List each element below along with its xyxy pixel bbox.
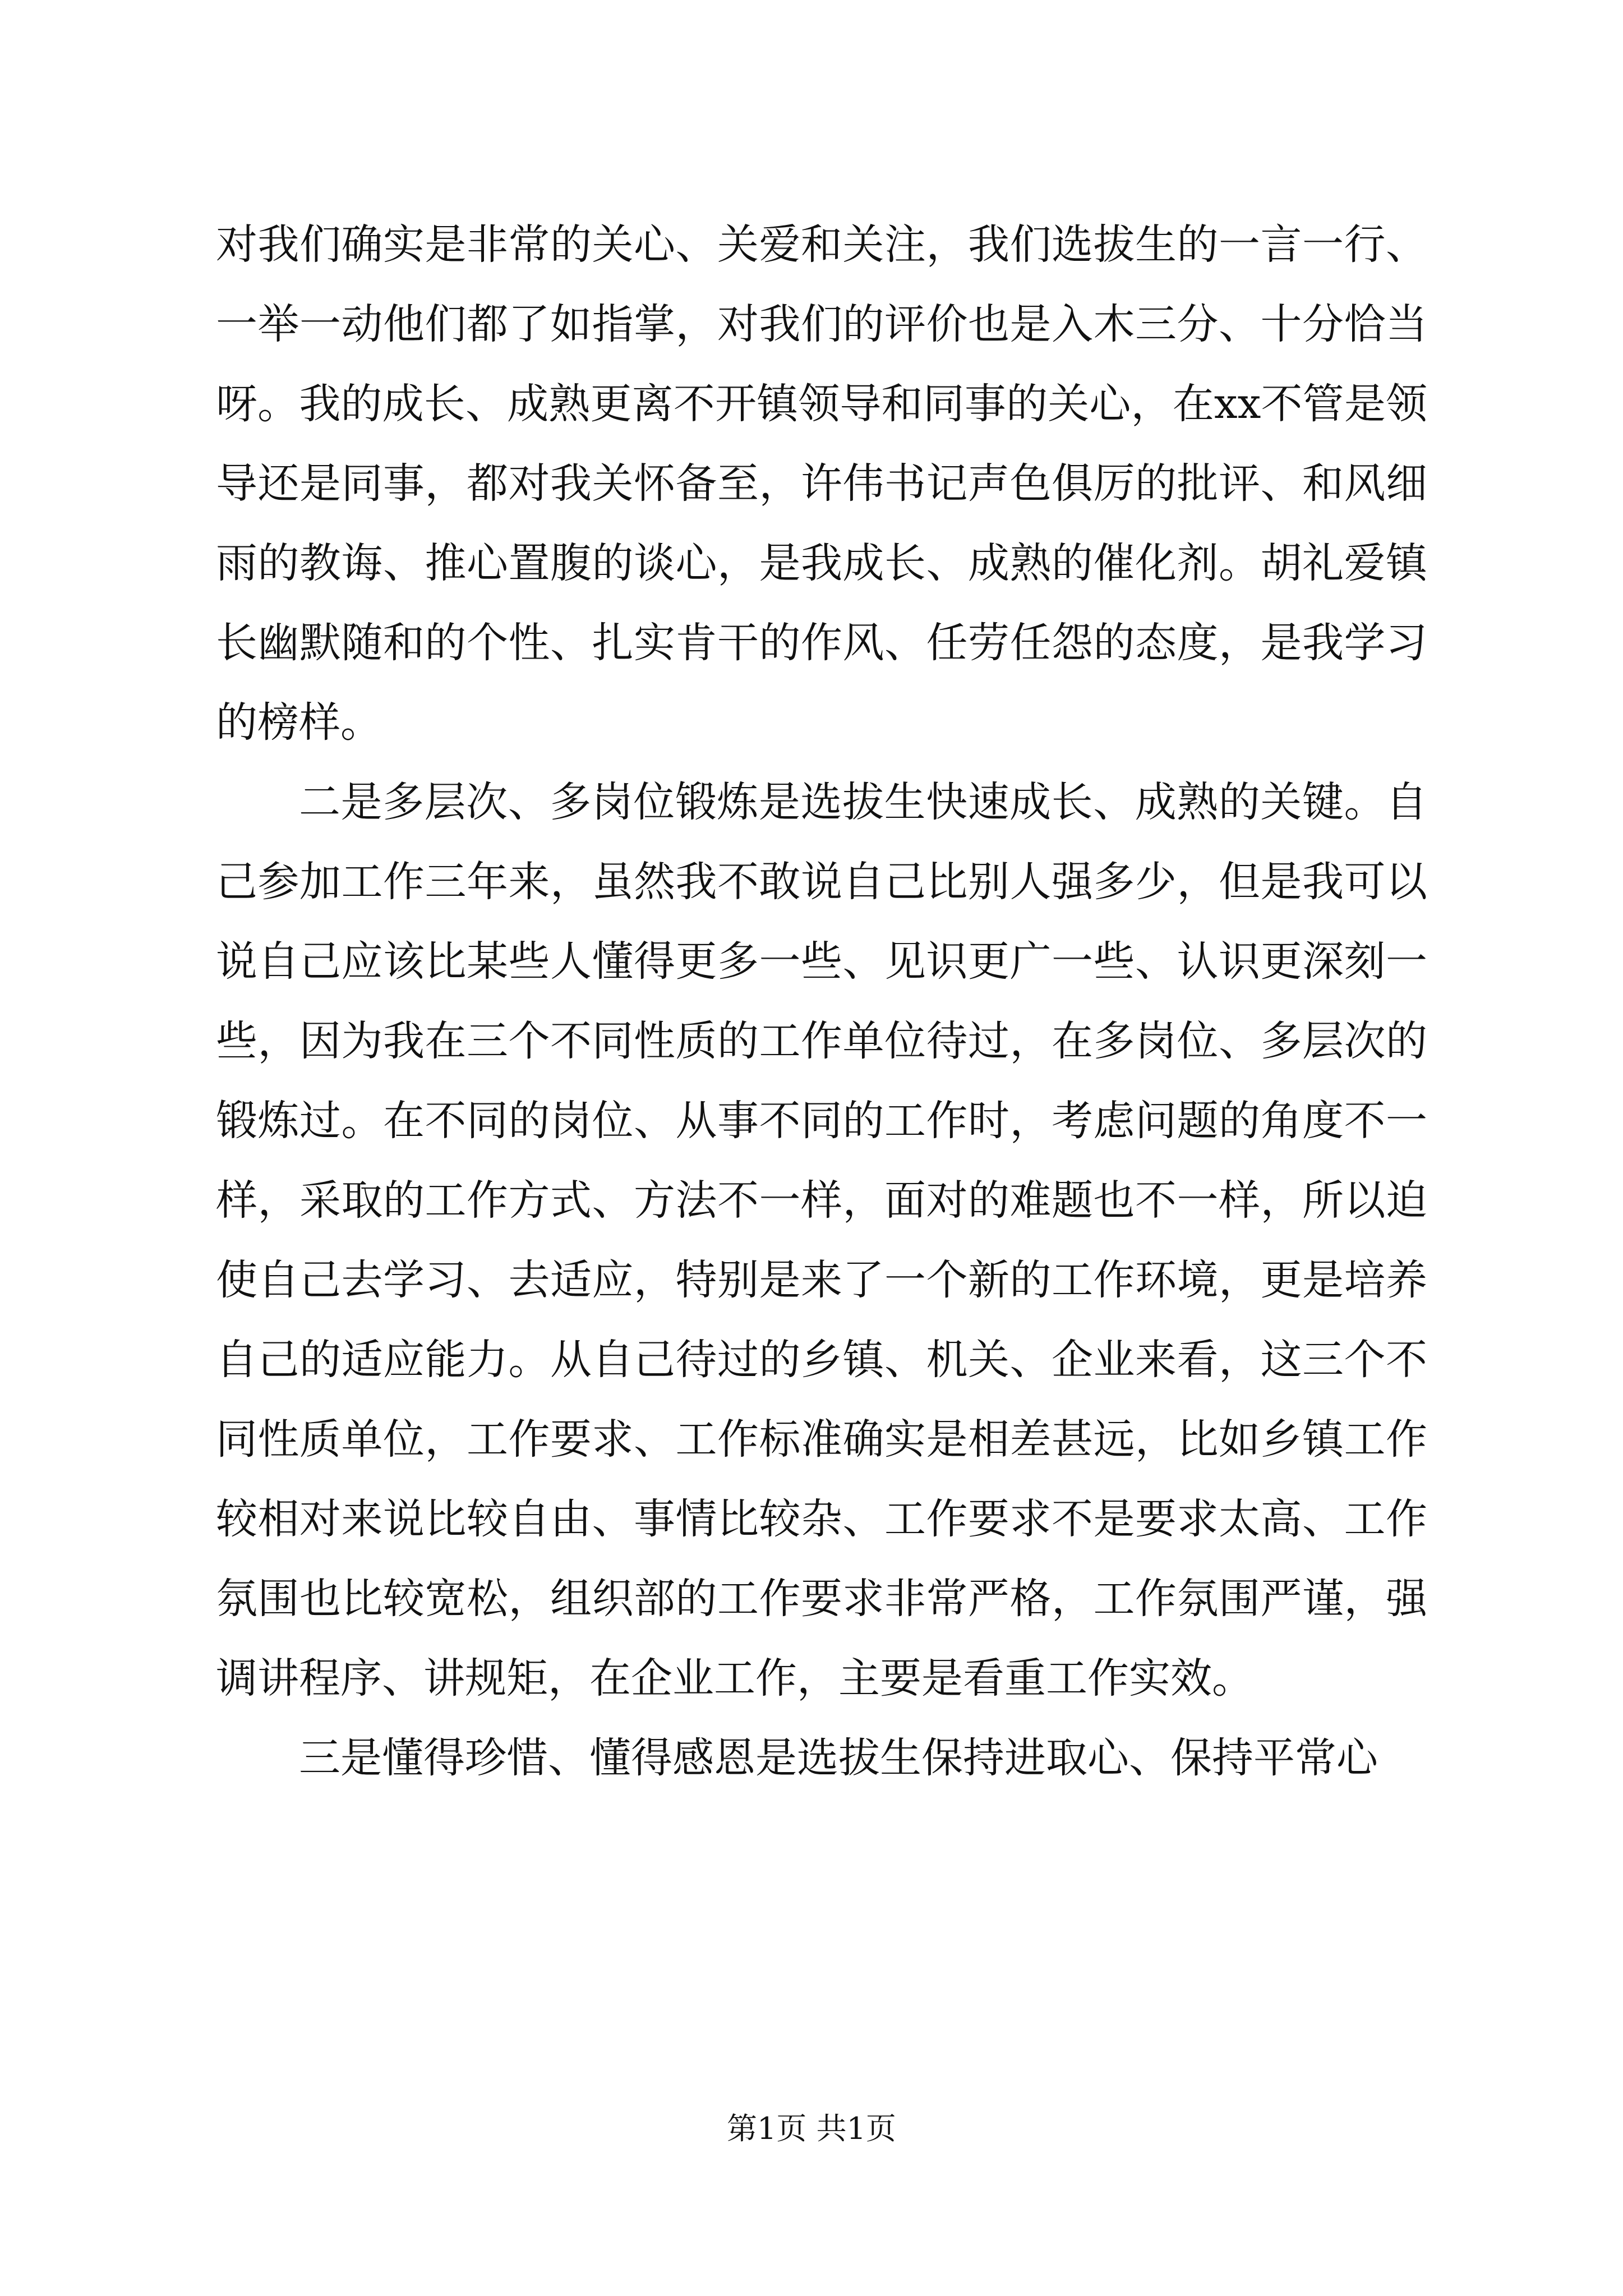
page-footer: 第1页 共1页 <box>727 2111 896 2146</box>
document-body <box>216 205 1427 1798</box>
paragraph-1: 对我们确实是非常的关心、关爱和关注，我们选拔生的一言一行、一举一动他们都了如指掌，对我们的评价也是入木三分、十分恰当呀。我的成长、成熟更离不开镇领导和同事的关心，在xx不管是领导还是同事，都对我关怀备至，许伟书记声色俱厉的批评、和风细雨的教诲、推心置腹的谈心，是我成长、成熟的催化剂。胡礼爱镇长幽默随和的个性、扎实肯干的作风、任劳任怨的态度，是我学习的榜样。 <box>216 220 1427 747</box>
paragraph-2: 二是多层次、多岗位锻炼是选拔生快速成长、成熟的关键。自己参加工作三年来，虽然我不敢说自己比别人强多少，但是我可以说自己应该比某些人懂得更多一些、见识更广一些、认识更深刻一些，因为我在三个不同性质的工作单位待过，在多岗位、多层次的锻炼过。在不同的岗位、从事不同的工作时，考虑问题的角度不一样，采取的工作方式、方法不一样，面对的难题也不一样，所以迫使自己去学习、去适应，特别是来了一个新的工作环境，更是培养自己的适应能力。从自己待过的乡镇、机关、企业来看，这三个不同性质单位，工作要求、工作标准确实是相差甚远，比如乡镇工作较相对来说比较自由、事情比较杂、工作要求不是要求太高、工作氛围也比较宽松，组织部的工作要求非常严格，工作氛围严谨，强调讲程序、讲规矩，在企业工作，主要是看重工作实效。 <box>216 778 1427 1703</box>
paragraph-3: 三是懂得珍惜、懂得感恩是选拔生保持进取心、保持平常心 <box>299 1734 1378 1782</box>
